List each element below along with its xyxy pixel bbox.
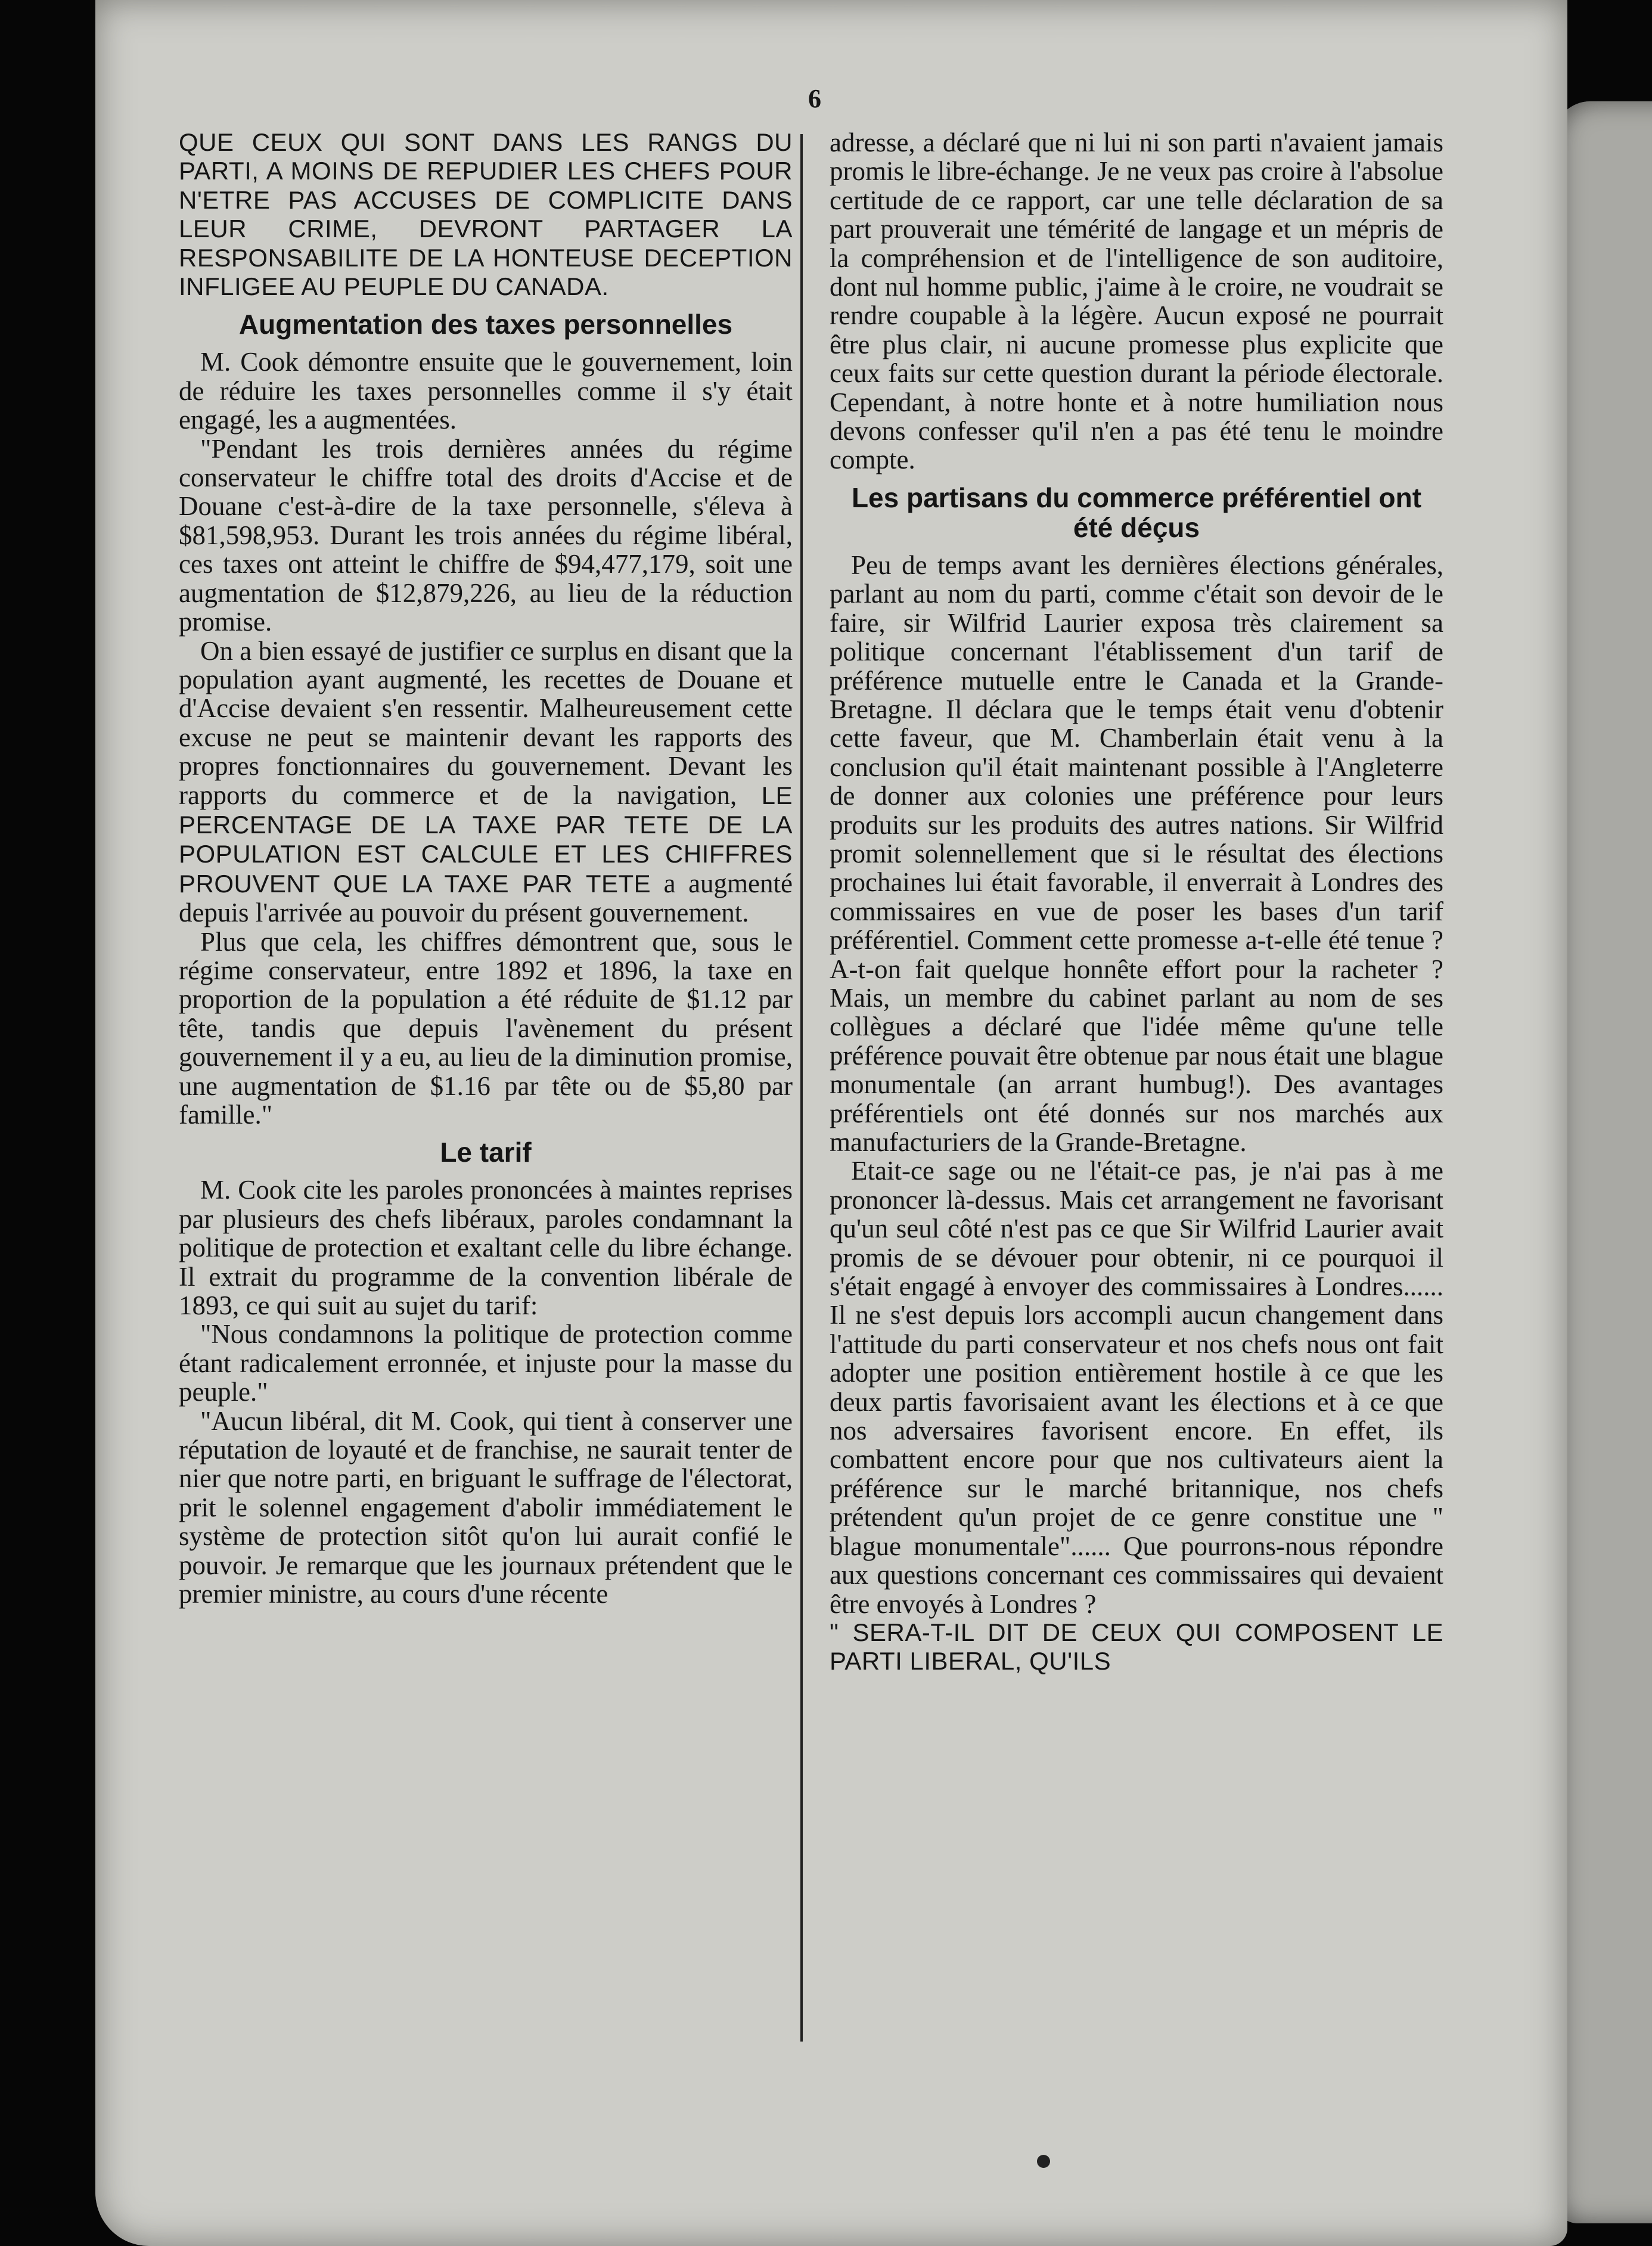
page-number: 6 (808, 84, 821, 113)
emphasis-caps-text: LE PERCENTAGE DE LA TAXE PAR TETE DE LA POPULATION EST CALCULE ET LES CHIFFRES PROUVENT QUE LA TAXE PAR TETE (179, 781, 793, 898)
heading-tarif: Le tarif (440, 1137, 532, 1168)
paragraph: "Pendant les trois dernières années du régime conservateur le chiffre total des droits d'Accise et de Douane c'est-à-dire de la taxe personnelle, s'éleva à $81,598,953. Durant les trois années du régime libéral, ces taxes ont atteint le chiffre de $94,477,179, soit une augmentation de $12,879,226, au lieu de la réduction promise. (179, 433, 793, 637)
paragraph: Plus que cela, les chiffres démontrent que, sous le régime conservateur, entre 1892 et 1896, la taxe en proportion de la population a été réduite de $1.12 par tête, tandis que depuis l'avènement du présent gouvernement il y a eu, au lieu de la diminution promise, une augmentation de $1.16 par tête ou de $5,80 par famille." (179, 926, 793, 1130)
paragraph: adresse, a déclaré que ni lui ni son parti n'avaient jamais promis le libre-échange. Je ne veux pas croire à l'absolue certitude de ce rapport, car une telle déclaration de sa part prouverait une témérité de langage et un mépris de la compréhension et de l'intelligence de son auditoire, dont nul homme public, j'aime à le croire, ne voudrait se rendre coupable à la légère. Aucun exposé ne pourrait être plus clair, ni aucune promesse plus explicite que ceux faits sur cette question durant la période électorale. Cependant, à notre honte et à notre humiliation nous devons confesser qu'il n'en a pas été tenu le moindre compte. (830, 128, 1443, 475)
left-column (179, 128, 793, 1609)
paragraph-text: a augmenté depuis l'arrivée au pouvoir du présent gouvernement. (179, 868, 793, 928)
facing-page-edge (1554, 101, 1652, 2223)
right-column (830, 128, 1443, 1676)
paragraph (179, 637, 793, 927)
heading-taxes: Augmentation des taxes personnelles (238, 309, 733, 340)
closing-caps-text: " SERA-T-IL DIT DE CEUX QUI COMPOSENT LE PARTI LIBERAL, QU'ILS (830, 1618, 1443, 1676)
paragraph: "Aucun libéral, dit M. Cook, qui tient à conserver une réputation de loyauté et de franchise, ne saurait tenter de nier que notre parti, en briguant le suffrage de l'électorat, prit le solennel engagement d'abolir immédiatement le système de protection sitôt qu'on lui aurait confié le pouvoir. Je remarque que les journaux prétendent que le premier ministre, au cours d'une récente (179, 1406, 793, 1609)
paragraph: Peu de temps avant les dernières élections générales, parlant au nom du parti, comme c'était son devoir de le faire, sir Wilfrid Laurier exposa très clairement sa politique concernant l'établissement d'un tarif de préférence mutuelle entre le Canada et la Grande-Bretagne. Il déclara que le temps était venu d'obtenir cette faveur, que M. Chamberlain était venu à la conclusion qu'il était maintenant possible à l'Angleterre de donner aux colonies une préférence pour leurs produits sur les produits des autres nations. Sir Wilfrid promit solennellement que si le résultat des élections prochaines lui était favorable, il enverrait à Londres des commissaires en vue de poser les bases d'un tarif préférentiel. Comment cette promesse a-t-elle été tenue ? A-t-on fait quelque honnête effort pour la racheter ? Mais, un membre du cabinet parlant au nom de ses collègues a déclaré que l'idée même qu'une telle préférence pouvait être obtenue par nous était une blague monumentale (an arrant humbug!). Des avantages préférentiels ont été donnés sur nos marchés aux manufacturiers de la Grande-Bretagne. (830, 550, 1443, 1157)
paragraph: "Nous condamnons la politique de protection comme étant radicalement erronnée, et injuste pour la masse du peuple." (179, 1319, 793, 1407)
paragraph-text: On a bien essayé de justifier ce surplus en disant que la population ayant augmenté, les recettes de Douane et d'Accise devaient s'en ressentir. Malheureusement cette excuse ne peut se maintenir devant les rapports des propres fonctionnaires du gouvernement. Devant les rapports du commerce et de la navigation, (179, 635, 793, 810)
paragraph: Etait-ce sage ou ne l'était-ce pas, je n'ai pas à me prononcer là-dessus. Mais cet arrangement ne favorisant qu'un seul côté n'est pas ce que Sir Wilfrid Laurier avait promis de se dévouer pour obtenir, ni ce pourquoi il s'était engagé à envoyer des commissaires à Londres...... Il ne s'est depuis lors accompli aucun changement dans l'attitude du parti conservateur et nos chefs nous ont fait adopter une position entièrement hostile à ce que les deux partis favorisaient avant les élections et à ce que nos adversaires favorisent encore. En effet, ils combattent encore pour que nos cultivateurs aient la préférence sur le marché britannique, nos chefs prétendent qu'un projet de ce genre constitue une " blague monumentale"...... Que pourrons-nous répondre aux questions concernant ces commissaires qui devaient être envoyés à Londres ? (830, 1156, 1443, 1619)
paragraph: M. Cook démontre ensuite que le gouvernement, loin de réduire les taxes personnelles comme il s'y était engagé, les a augmentées. (179, 347, 793, 435)
intro-caps-text: QUE CEUX QUI SONT DANS LES RANGS DU PARTI, A MOINS DE REPUDIER LES CHEFS POUR N'ETRE PAS ACCUSES DE COMPLICITE DANS LEUR CRIME, DEVRONT PARTAGER LA RESPONSABILITE DE LA HONTEUSE DECEPTION INFLIGEE AU PEUPLE DU CANADA. (179, 128, 793, 301)
column-divider (800, 134, 803, 2042)
paragraph: M. Cook cite les paroles prononcées à maintes reprises par plusieurs des chefs libéraux, paroles condamnant la politique de protection et exaltant celle du libre échange. Il extrait du programme de la convention libérale de 1893, ce qui suit au sujet du tarif: (179, 1175, 793, 1321)
ink-smudge (1037, 2155, 1050, 2168)
heading-partisans: Les partisans du commerce préférentiel ont été déçus (851, 482, 1422, 543)
